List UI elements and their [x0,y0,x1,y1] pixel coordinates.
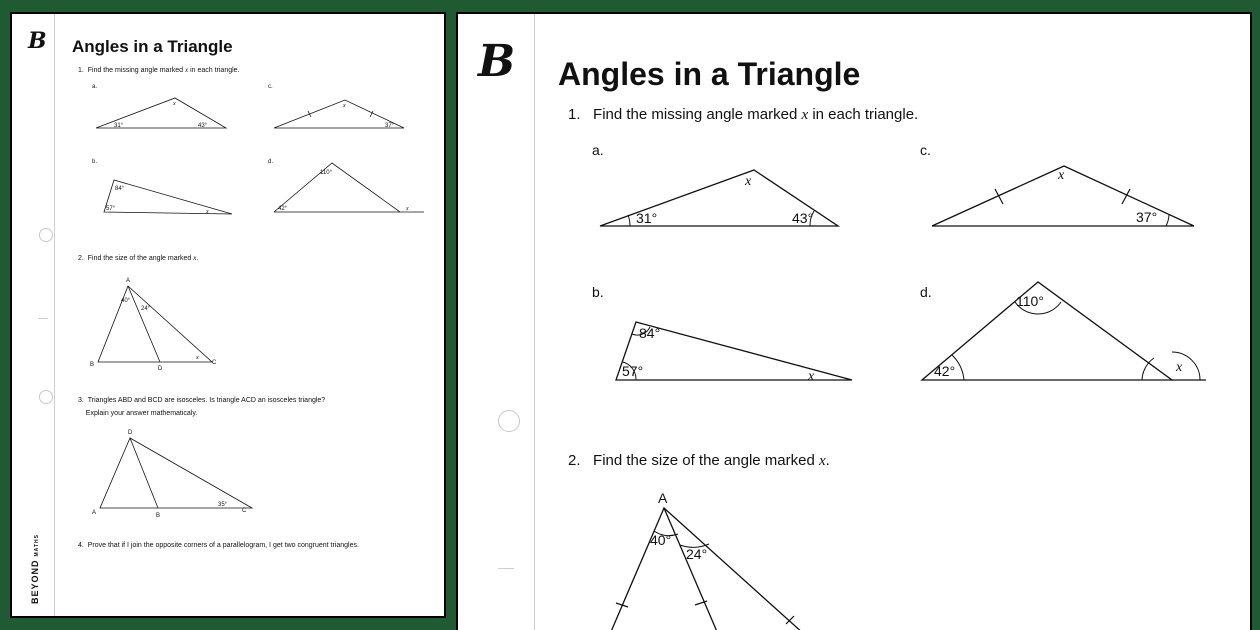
angle-label: 43° [792,210,814,226]
small-diagrams [12,14,446,618]
triangle-a [600,170,838,226]
angle-label: 31° [114,123,124,129]
angle-label: 110° [320,170,332,176]
point-label: C [242,508,247,514]
angle-label: x [173,101,176,107]
q2-diagram [610,490,804,630]
part-a-label: a. [92,84,98,90]
point-label: B [156,513,161,519]
point-label: A [92,510,97,516]
angle-label: 42° [278,206,288,212]
angle-label: 110° [1016,293,1044,309]
angle-label: x [808,369,815,384]
angle-label: 57° [622,363,644,379]
angle-label: 37° [1136,209,1158,225]
angle-label: x [1176,360,1183,375]
question-3: 3. Triangles ABD and BCD are isosceles. Is triangle ACD an isosceles triangle? Explain your answer mathematicaly. [78,397,326,417]
angle-label: 24° [686,546,708,562]
worksheet-zoomed [456,12,1252,630]
angle-label: 42° [934,363,956,379]
angle-label: x [745,174,752,189]
part-d-label: d. [920,284,932,300]
part-d-label: d. [268,159,274,165]
triangle-b [104,180,232,215]
angle-label: x [1058,168,1065,183]
question-2: 2. Find the size of the angle marked x. [78,254,199,262]
point-label: B [90,362,95,368]
angle-label: 57° [106,206,116,212]
logo-icon: B [28,28,47,54]
part-b-label: b. [92,159,98,165]
angle-label: 35° [218,502,228,508]
angle-label: x [406,206,409,212]
question-2: 2. Find the size of the angle marked x. [568,452,830,469]
question-4: 4. Prove that if I join the opposite corners of a parallelogram, I get two congruent triangles. [78,542,359,549]
angle-label: 43° [198,123,208,129]
page-title: Angles in a Triangle [558,56,861,92]
angle-label: x [206,209,209,215]
angle-label: 31° [636,210,658,226]
logo-icon: B [478,36,516,87]
part-a-label: a. [592,142,604,158]
part-b-label: b. [592,284,604,300]
q3-diagram [92,430,252,519]
triangle-c [274,100,404,129]
page-title: Angles in a Triangle [72,37,233,56]
point-label: D [128,430,133,436]
triangle-a [96,98,226,129]
large-diagrams [458,14,1252,630]
question-1: 1. Find the missing angle marked x in each triangle. [568,106,919,123]
angle-label: x [343,103,346,109]
part-c-label: c. [920,142,931,158]
angle-label: 37° [385,123,395,129]
brand-vertical: BEYONDMATHS [30,534,40,604]
point-label: D [158,366,163,372]
angle-label: 84° [115,186,125,192]
point-label: A [126,278,131,284]
question-1: 1. Find the missing angle marked x in each triangle. [78,66,240,74]
part-c-label: c. [268,84,273,90]
worksheet-thumbnail [10,12,446,618]
angle-label: x [196,355,199,361]
angle-label: 84° [639,325,661,341]
triangle-d [274,163,424,212]
angle-label: 40° [650,532,672,548]
q2-diagram [90,278,217,372]
point-label: A [658,490,668,506]
angle-label: 24° [141,306,151,312]
point-label: C [212,360,217,366]
triangle-c [932,166,1194,226]
triangle-d [922,282,1206,380]
angle-label: 40° [121,298,131,304]
triangle-b [616,322,852,384]
